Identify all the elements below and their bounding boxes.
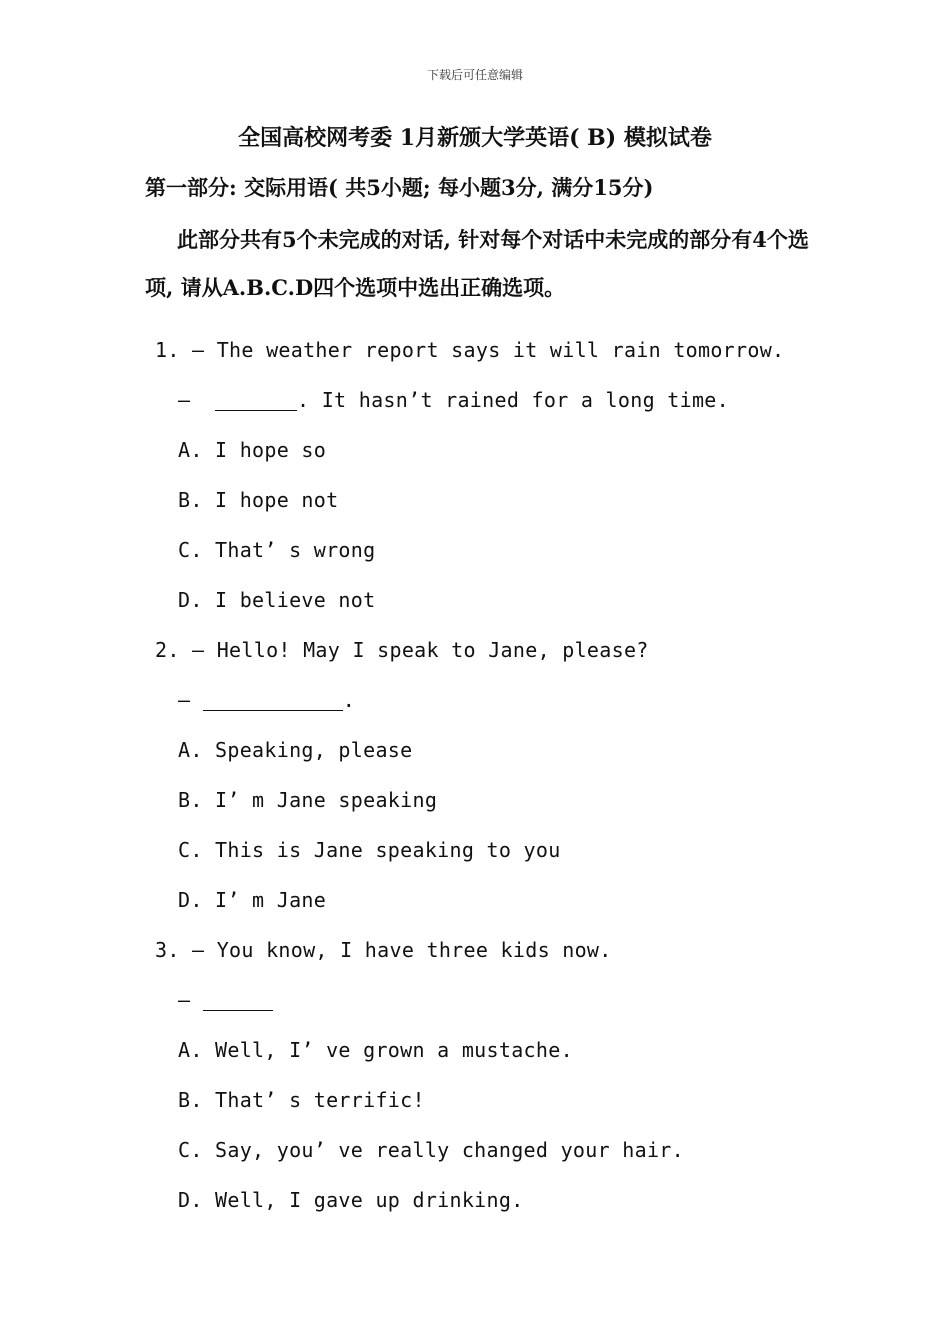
question-1-prompt: 1. — The weather report says it will rain tomorrow. [155,338,785,362]
answer-blank [203,990,273,1011]
question-3-option-d: D. Well, I gave up drinking. [178,1188,524,1212]
question-2-response [178,688,355,712]
response-text: . It hasn’t rained for a long time. [297,388,729,412]
response-dash: — [178,388,191,412]
part-instructions: 此部分共有5个未完成的对话, 针对每个对话中未完成的部分有4个选项, 请从A.B.C.D四个选项中选出正确选项。 [145,227,809,300]
question-3-option-c: C. Say, you’ ve really changed your hair. [178,1138,684,1162]
response-text: . [342,688,356,712]
response-dash: — [178,988,191,1012]
question-2-option-c: C. This is Jane speaking to you [178,838,561,862]
question-1-option-a: A. I hope so [178,438,327,462]
answer-blank [215,390,297,411]
answer-blank [203,690,343,711]
question-2-option-d: D. I’ m Jane [178,888,327,912]
question-1-option-d: D. I believe not [178,588,376,612]
question-3-option-b: B. That’ s terrific! [178,1088,425,1112]
question-3-option-a: A. Well, I’ ve grown a mustache. [178,1038,573,1062]
question-2-option-a: A. Speaking, please [178,738,413,762]
question-1-option-b: B. I hope not [178,488,339,512]
response-dash: — [178,688,191,712]
question-1-response [178,388,729,412]
part-heading: 第一部分: 交际用语( 共5小题; 每小题3分, 满分15分) [145,175,654,200]
exam-title: 全国高校网考委 1月新颁大学英语( B) 模拟试卷 [238,125,712,151]
page-header-note: 下载后可任意编辑 [426,68,523,82]
question-3-prompt: 3. — You know, I have three kids now. [155,938,612,962]
question-1-option-c: C. That’ s wrong [178,538,376,562]
question-2-option-b: B. I’ m Jane speaking [178,788,438,812]
question-3-response [178,988,273,1012]
question-2-prompt: 2. — Hello! May I speak to Jane, please? [155,638,649,662]
